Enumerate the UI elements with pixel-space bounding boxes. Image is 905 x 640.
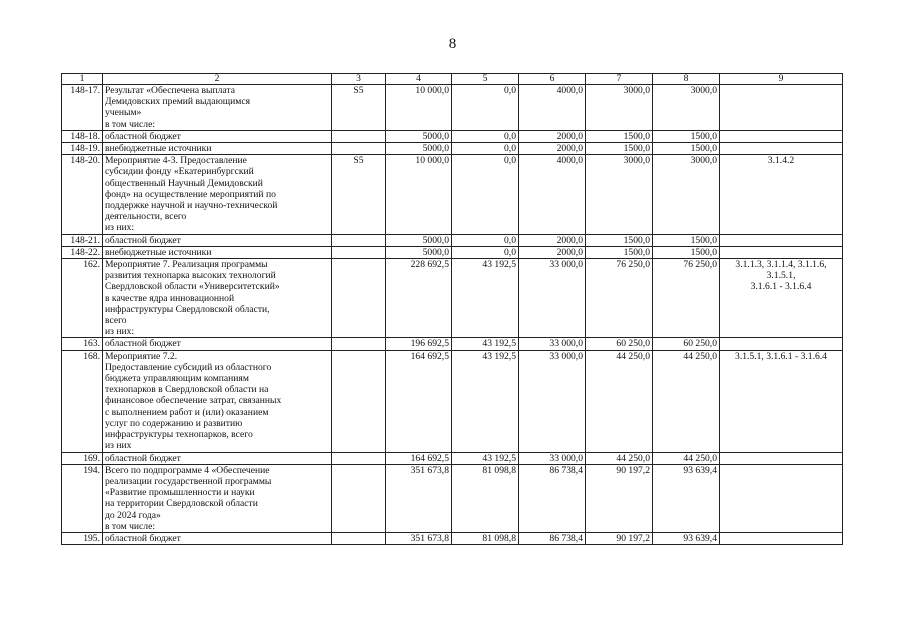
amount-col7-cell: 3000,0 <box>586 85 653 131</box>
row-number-cell: 148-17. <box>62 85 103 131</box>
table-row <box>62 350 843 452</box>
target-indicator-cell <box>720 338 843 350</box>
amount-col8-cell: 44 250,0 <box>653 350 720 452</box>
column-header: 4 <box>386 74 452 85</box>
amount-col6-cell: 33 000,0 <box>519 452 586 464</box>
budget-table <box>61 73 843 545</box>
row-number-cell: 168. <box>62 350 103 452</box>
amount-col7-cell: 60 250,0 <box>586 338 653 350</box>
amount-col5-cell: 43 192,5 <box>452 350 519 452</box>
amount-col7-cell: 90 197,2 <box>586 464 653 532</box>
target-indicator-cell <box>720 85 843 131</box>
amount-col6-cell: 86 738,4 <box>519 464 586 532</box>
amount-total-cell: 10 000,0 <box>386 85 452 131</box>
source-code-cell <box>332 464 386 532</box>
source-code-cell <box>332 532 386 544</box>
row-name-cell: Мероприятие 7. Реализация программы развития технопарка высоких технологий Свердловской области «Университетский» в качестве ядра инновационной инфраструктуры Свердловской области, всего из них: <box>103 259 332 338</box>
table-row <box>62 338 843 350</box>
amount-col5-cell: 0,0 <box>452 85 519 131</box>
column-header: 9 <box>720 74 843 85</box>
target-indicator-cell: 3.1.4.2 <box>720 155 843 234</box>
amount-col8-cell: 76 250,0 <box>653 259 720 338</box>
amount-col5-cell: 0,0 <box>452 155 519 234</box>
amount-col7-cell: 1500,0 <box>586 143 653 155</box>
target-indicator-cell <box>720 246 843 258</box>
table-row <box>62 234 843 246</box>
row-number-cell: 195. <box>62 532 103 544</box>
table-row <box>62 452 843 464</box>
column-header: 7 <box>586 74 653 85</box>
target-indicator-cell: 3.1.5.1, 3.1.6.1 - 3.1.6.4 <box>720 350 843 452</box>
source-code-cell <box>332 259 386 338</box>
amount-col7-cell: 44 250,0 <box>586 452 653 464</box>
target-indicator-cell <box>720 464 843 532</box>
amount-col5-cell: 43 192,5 <box>452 452 519 464</box>
row-number-cell: 163. <box>62 338 103 350</box>
amount-col6-cell: 4000,0 <box>519 85 586 131</box>
amount-col6-cell: 2000,0 <box>519 143 586 155</box>
amount-total-cell: 5000,0 <box>386 143 452 155</box>
source-code-cell <box>332 234 386 246</box>
amount-col8-cell: 1500,0 <box>653 234 720 246</box>
amount-col6-cell: 2000,0 <box>519 130 586 142</box>
amount-total-cell: 10 000,0 <box>386 155 452 234</box>
amount-col5-cell: 43 192,5 <box>452 259 519 338</box>
row-name-cell: областной бюджет <box>103 532 332 544</box>
row-name-cell: Мероприятие 4-3. Предоставление субсидии фонду «Екатеринбургский общественный Научный Демидовский фонд» на осуществление мероприятий по поддержке научной и научно-технической деятельности, всего из них: <box>103 155 332 234</box>
row-name-cell: областной бюджет <box>103 234 332 246</box>
source-code-cell <box>332 350 386 452</box>
amount-col7-cell: 1500,0 <box>586 246 653 258</box>
target-indicator-cell <box>720 234 843 246</box>
source-code-cell <box>332 246 386 258</box>
column-header: 8 <box>653 74 720 85</box>
amount-col5-cell: 0,0 <box>452 234 519 246</box>
table-row <box>62 130 843 142</box>
amount-col5-cell: 0,0 <box>452 246 519 258</box>
amount-col8-cell: 1500,0 <box>653 246 720 258</box>
amount-col7-cell: 90 197,2 <box>586 532 653 544</box>
amount-col8-cell: 93 639,4 <box>653 532 720 544</box>
column-header: 5 <box>452 74 519 85</box>
amount-col7-cell: 1500,0 <box>586 234 653 246</box>
column-header: 2 <box>103 74 332 85</box>
table-row <box>62 85 843 131</box>
amount-col8-cell: 3000,0 <box>653 155 720 234</box>
amount-col5-cell: 43 192,5 <box>452 338 519 350</box>
amount-total-cell: 164 692,5 <box>386 350 452 452</box>
row-name-cell: областной бюджет <box>103 452 332 464</box>
source-code-cell <box>332 143 386 155</box>
row-number-cell: 162. <box>62 259 103 338</box>
amount-total-cell: 351 673,8 <box>386 464 452 532</box>
source-code-cell: S5 <box>332 85 386 131</box>
row-name-cell: внебюджетные источники <box>103 246 332 258</box>
table-row <box>62 259 843 338</box>
column-header: 6 <box>519 74 586 85</box>
amount-col5-cell: 0,0 <box>452 130 519 142</box>
amount-col6-cell: 4000,0 <box>519 155 586 234</box>
amount-col6-cell: 2000,0 <box>519 246 586 258</box>
source-code-cell <box>332 338 386 350</box>
row-name-cell: областной бюджет <box>103 338 332 350</box>
target-indicator-cell <box>720 532 843 544</box>
target-indicator-cell <box>720 143 843 155</box>
amount-total-cell: 5000,0 <box>386 130 452 142</box>
row-number-cell: 148-19. <box>62 143 103 155</box>
amount-total-cell: 164 692,5 <box>386 452 452 464</box>
amount-col6-cell: 33 000,0 <box>519 259 586 338</box>
amount-col5-cell: 0,0 <box>452 143 519 155</box>
amount-col7-cell: 76 250,0 <box>586 259 653 338</box>
column-header: 1 <box>62 74 103 85</box>
amount-total-cell: 196 692,5 <box>386 338 452 350</box>
row-number-cell: 148-18. <box>62 130 103 142</box>
amount-col8-cell: 3000,0 <box>653 85 720 131</box>
table-row <box>62 143 843 155</box>
row-number-cell: 148-20. <box>62 155 103 234</box>
table-row <box>62 532 843 544</box>
amount-total-cell: 351 673,8 <box>386 532 452 544</box>
amount-total-cell: 5000,0 <box>386 246 452 258</box>
amount-col8-cell: 44 250,0 <box>653 452 720 464</box>
table-row <box>62 464 843 532</box>
amount-col7-cell: 44 250,0 <box>586 350 653 452</box>
header-row <box>62 74 843 85</box>
row-number-cell: 194. <box>62 464 103 532</box>
row-number-cell: 148-21. <box>62 234 103 246</box>
amount-col8-cell: 60 250,0 <box>653 338 720 350</box>
row-name-cell: Всего по подпрограмме 4 «Обеспечение реализации государственной программы «Развитие промышленности и науки на территории Свердловской области до 2024 года» в том числе: <box>103 464 332 532</box>
table-row <box>62 246 843 258</box>
amount-col5-cell: 81 098,8 <box>452 464 519 532</box>
amount-col6-cell: 86 738,4 <box>519 532 586 544</box>
row-number-cell: 148-22. <box>62 246 103 258</box>
amount-col7-cell: 1500,0 <box>586 130 653 142</box>
source-code-cell <box>332 130 386 142</box>
row-name-cell: Мероприятие 7.2. Предоставление субсидий из областного бюджета управляющим компаниям технопарков в Свердловской области на финансовое обеспечение затрат, связанных с выполнением работ и (или) оказанием услуг по содержанию и развитию инфраструктуры технопарков, всего из них <box>103 350 332 452</box>
row-number-cell: 169. <box>62 452 103 464</box>
amount-col5-cell: 81 098,8 <box>452 532 519 544</box>
row-name-cell: областной бюджет <box>103 130 332 142</box>
amount-col6-cell: 33 000,0 <box>519 350 586 452</box>
amount-total-cell: 228 692,5 <box>386 259 452 338</box>
amount-col8-cell: 1500,0 <box>653 143 720 155</box>
amount-col8-cell: 93 639,4 <box>653 464 720 532</box>
target-indicator-cell <box>720 452 843 464</box>
amount-col6-cell: 33 000,0 <box>519 338 586 350</box>
amount-col8-cell: 1500,0 <box>653 130 720 142</box>
row-name-cell: Результат «Обеспечена выплата Демидовских премий выдающимся ученым» в том числе: <box>103 85 332 131</box>
source-code-cell: S5 <box>332 155 386 234</box>
source-code-cell <box>332 452 386 464</box>
table-row <box>62 155 843 234</box>
page-number: 8 <box>448 36 457 52</box>
amount-total-cell: 5000,0 <box>386 234 452 246</box>
column-header: 3 <box>332 74 386 85</box>
row-name-cell: внебюджетные источники <box>103 143 332 155</box>
target-indicator-cell: 3.1.1.3, 3.1.1.4, 3.1.1.6, 3.1.5.1, 3.1.6.1 - 3.1.6.4 <box>720 259 843 338</box>
amount-col6-cell: 2000,0 <box>519 234 586 246</box>
amount-col7-cell: 3000,0 <box>586 155 653 234</box>
target-indicator-cell <box>720 130 843 142</box>
